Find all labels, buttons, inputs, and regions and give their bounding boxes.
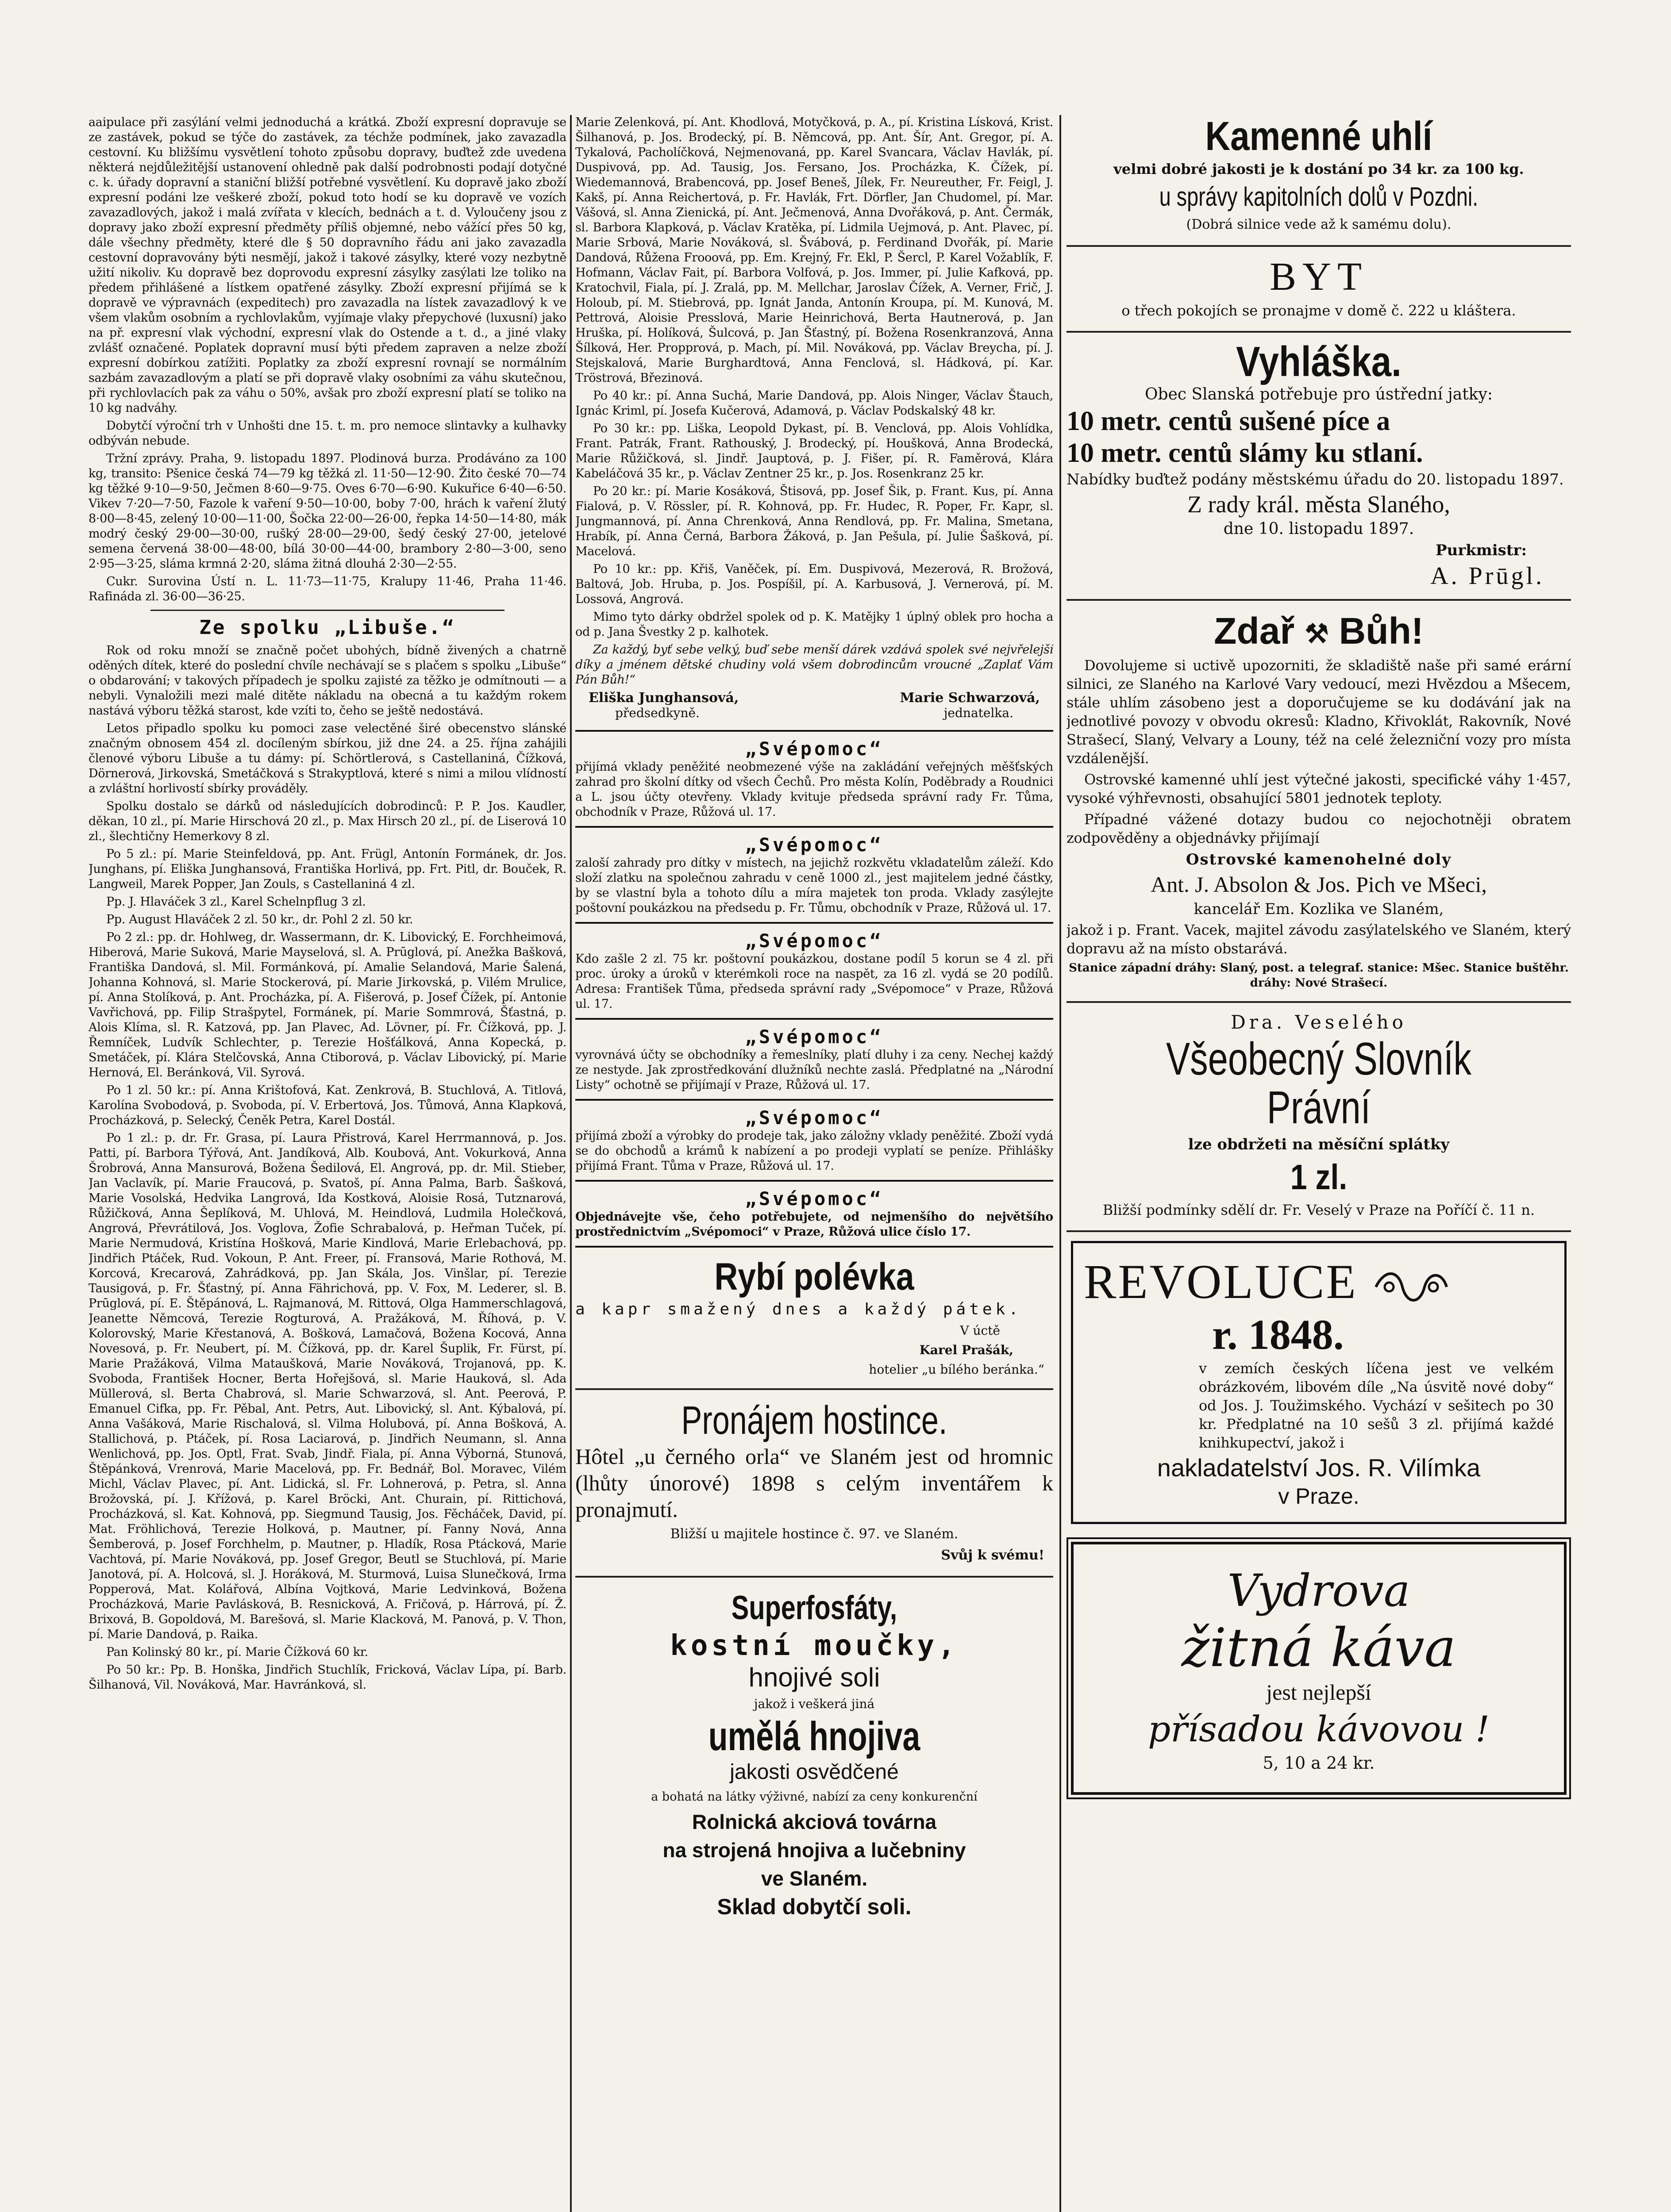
signature-roles [575,706,1053,724]
libuse-para-1: Rok od roku množí se značně počet ubohých, bídně živených a chatrně oděných dítek, které do poslední chvíle nechávají se s plačem s spolku „Libuše“ o obdarování; v takových případech je spolku zajisté za těžko je odmítnouti — a nebyli. Vynaložili mezi malé ditěte nákladu na obecná a tu každým rokem nastává výboru těžká starost, kde vzíti to, čeho se ještě nedostává. [89,644,566,718]
ad-mining-stanice: Stanice západní dráhy: Slaný, post. a telegraf. stanice: Mšec. Stanice buštěhr. dráhy: Nové Strašecí. [1069,961,1569,990]
ad-tavern-title: Pronájem hostince. [681,1398,947,1443]
ad-announce-rada: Z rady král. města Slaného, [1187,491,1450,518]
ad-mining [1067,601,1571,1003]
ad-fish-sign2: Karel Prašák, [919,1343,1013,1357]
ad-coal-big: u správy kapitolních dolů v Pozdni. [1159,182,1478,211]
donors-30kr: Po 30 kr.: pp. Liška, Leopold Dykast, pí. B. Venclová, pp. Alois Vohlídka, Frant. Patrák, Frant. Rathouský, J. Brodecký, pí. Houšková, Anna Brodecká, Marie Růžičková, sl. Jindř. Jauptová, p. J. Fišer, pí. R. Faměrová, Klára Kabeláčová 35 kr., p. Václav Zentner 25 kr., p. Jos. Rosenkranz 25 kr. [575,422,1053,480]
ad-fert-rolnicka1: Rolnická akciová továrna [692,1810,937,1833]
ornament-icon [1371,1267,1451,1307]
ad-announce-title: Vyhláška. [1236,338,1401,385]
donors-20kr: Po 20 kr.: pí. Marie Kosáková, Štisová, pp. Josef Šik, p. Frant. Kus, pí. Anna Fialová, p. V. Rössler, pí. R. Kohnová, pp. Fr. Hudec, R. Poper, Fr. Kapr, sl. Jungmannová, pí. Anna Chrenková, Anna Rendlová, pp. Fr. Malina, Smetana, Hrabík, pí. Anna Černá, Barbora Žáková, p. Jan Pešula, pí. Julie Šašková, pí. Macelová. [575,484,1053,558]
svepomoc-item-5: přijímá zboží a výrobky do prodeje tak, jako záložny vklady peněžité. Zboží vydá se do obchodů a krámů k nabízení a po prodeji vyplatí se peníze. Přihlášky přijímá Frant. Tůma v Praze, Růžová ul. 17. [575,1129,1053,1173]
ad-announce-item2: 10 metr. centů slámy ku stlaní. [1067,438,1423,468]
donors-10kr: Po 10 kr.: pp. Křiš, Vaněček, pí. Em. Duspivová, Mezerová, R. Brožová, Baltová, Job. Hruba, p. Jos. Pospíšil, pí. A. Karbusová, J. Vernerová, pí. M. Lossová, Angrová. [575,562,1053,606]
ad-fish-sign1: V úctě [960,1323,1000,1338]
separator [575,730,1053,732]
signature-left-role: předsedkyně. [615,706,700,720]
svepomoc-item-4: vyrovnává účty se obchodníky a řemeslníky, platí dluhy i za ceny. Nechej každý ze nestyde. Jak zprostředkování dlužníků nechte zaslá. Předplatné na „Národní Listy“ ochotně se přijímají v Praze, Růžová ul. 17. [575,1048,1053,1092]
libuse-para-3: Spolku dostalo se dárků od následujících dobrodinců: P. P. Jos. Kaudler, děkan, 10 zl., pí. Marie Hirschová 20 zl., p. Max Hirsch 20 zl., pí. de Liserová 10 zl., šlechtičny Hemerkovy 8 zl. [89,799,566,843]
libuse-para-9: Po 1 zl.: p. dr. Fr. Grasa, pí. Laura Přistrová, Karel Herrmannová, p. Jos. Patti, pí. Barbora Týřová, Ant. Jandíková, Alb. Koubová, Ant. Vokurková, Anna Šrobrová, Anna Mansurová, Božena Šedilová, El. Angrová, pp. dr. Mil. Stieber, Jan Vaclavík, pí. Marie Fraucová, p. Svatoš, pí. Anna Palma, Barb. Šašková, Marie Vosolská, Hedvika Langrová, Ida Kostková, Aloisie Rosá, Tutznarová, Růžičková, Anna Šeplíková, M. Uhlová, M. Heindlová, Ludmila Holečková, Angrová, Převrátilová, Jos. Voglova, Žofie Schrabalová, p. Heřman Tuček, pí. Marie Nermudová, Kristína Hošková, Marie Kindlová, Marie Erlebachová, pp. Jindřich Ptáček, Rud. Vokoun, P. Ant. Freer, pí. Fransová, Marie Rothová, M. Korcová, Krecarová, Zahrádková, pp. Jan Skála, Jos. Vinšlar, pí. Terezie Tausigová, p. Fr. Šťastný, pí. Anna Fährichová, pp. V. Fox, M. Lederer, sl. B. Prūglová, pí. E. Štěpánová, L. Rajmanová, M. Rittová, Olga Hammerschlagová, Jeanette Němcová, Terezie Rogturová, A. Pražáková, M. Říhová, p. V. Kolorovský, Marie Křestanová, A. Bošková, Lamačová, Božena Kocová, Anna Novesová, p. Fr. Neubert, pí. M. Čížková, pp. dr. Karel Šuplik, Fr. Fürst, pí. Marie Pražáková, Vilma Mataušková, Marie Nováková, Trojanová, pp. K. Svoboda, František Hocner, Berta Hořejšová, sl. Marie Hauková, sl. Ada Müllerová, sl. Berta Chabrová, sl. Marie Schwarzová, sl. Ant. Peerová, P. Emanuel Cifka, pp. Fr. Pěbal, Ant. Petrs, Aut. Libovický, sl. Ant. Kýbalová, pí. Anna Vašáková, Marie Rischalová, sl. Vilma Holubová, pí. Anna Bošková, A. Stallichová, p. Ptáček, pí. Rosa Laciarová, p. Jindřich Neumann, sl. Anna Wenlichová, pp. Jos. Optl, Frat. Svab, Jindř. Fiala, pí. Anna Výborná, Stunová, Štěpánková, Vrenrová, Marie Macelová, pp. Fr. Bednář, Bol. Moravec, Vilém Michl, Václav Plavec, pí. Ant. Lidická, sl. Fr. Lohnerová, p. Petra, sl. Anna Brožovská, pí. J. Křížová, p. Karel Bröcki, Ant. Churain, pí. Rittichová, Procházková, sl. Kat. Kohnová, pp. Siegmund Tausig, Jos. Fěcháček, David, pí. Mat. Fröhlichová, Terezie Holková, p. Mautner, pí. Fanny Nová, Anna Šemberová, p. Josef Forchhelm, p. Mautner, p. Hladík, Rosa Ptácková, Marie Vachtová, pí. Marie Nováková, pp. Josef Gregor, Beutl se Stuchlová, pí. Marie Janotová, pí. A. Holcová, sl. J. Horáková, M. Sturmová, Luisa Slunečková, Irma Popperová, Mat. Kolářová, Albína Vojtková, Marie Ledvinková, Božena Procházková, Marie Pavlásková, B. Resnicková, A. Fričová, p. Hárrová, pí. Ž. Brixová, B. Gopoldová, M. Barešová, sl. Marie Klacková, M. Panová, p. V. Thon, pí. Marie Dandová, p. Raika. [89,1131,566,1641]
ad-mining-kancelar: kancelář Em. Kozlika ve Slaném, [1194,900,1444,918]
ad-revolution-box [1071,1241,1567,1524]
signatures [575,690,1053,706]
ad-flat-title: BYT [1270,255,1368,299]
libuse-para-5: Pp. J. Hlaváček 3 zl., Karel Schelnpflug 3 zl. [106,895,366,909]
ad-coffee-title: žitná káva [1181,1617,1456,1679]
ad-tavern-lease [575,1390,1053,1578]
column-2 [575,115,1053,1931]
ad-dict-price: 1 zl. [1290,1157,1348,1197]
libuse-para-11: Po 50 kr.: Pp. B. Honška, Jindřich Stuchlík, Fricková, Václav Lípa, pí. Barb. Šilhanová, Vil. Nováková, Mar. Havránková, sl. [89,1663,566,1692]
ad-fert-jakoz: jakož i veškerá jiná [754,1697,875,1711]
ad-coal-text: velmi dobré jakosti je k dostání po 34 kr. za 100 kg. [1113,161,1524,177]
separator [575,922,1053,924]
ad-tavern-slogan: Svůj k svému! [941,1548,1044,1563]
libuse-para-10: Pan Kolinský 80 kr., pí. Marie Čížková 60 kr. [106,1645,368,1659]
donors-clothes: Mimo tyto dárky obdržel spolek od p. K. Matějky 1 úplný oblek pro hocha a od p. Jana Švestky 2 p. kalhotek. [575,610,1053,639]
ad-coal [1067,115,1571,247]
ad-mining-doly: Ostrovské kamenohelné doly [1186,850,1452,868]
svepomoc-heading-4: „Svépomoc“ [745,1026,884,1048]
ad-fert-umela: umělá hnojiva [708,1714,920,1759]
column-rule-2 [1059,115,1061,2212]
section-heading-libuse: Ze spolku „Libuše.“ [199,616,456,639]
ad-fert-sklad: Sklad dobytčí soli. [717,1894,912,1919]
column-3 [1067,115,1571,1804]
ad-fert-jakosti: jakosti osvědčené [730,1760,899,1784]
ad-announce-name: A. Prūgl. [1430,562,1544,590]
ad-mining-zdar: Zdař [1214,610,1295,652]
ad-dict-title: Všeobecný Slovník Právní [1166,1033,1471,1133]
ad-rev-text: v zemích českých líčena jest ve velkém obrázkovém, libovém díle „Na úsvitě nové doby“ od Jos. J. Toužimského. Vychází v sešitech po 30 kr. Předplatné na 10 sešů 3 zl. přijímá každé knihkupectví, jakož i [1199,1359,1554,1451]
separator [575,1018,1053,1020]
ad-law-dictionary [1067,1003,1571,1232]
ad-fertilizer [575,1578,1053,1931]
signature-left-name: Eliška Junghansová, [589,690,739,706]
signature-right-name: Marie Schwarzová, [900,690,1040,706]
svepomoc-heading-2: „Svépomoc“ [745,834,884,856]
ad-mining-text3: Případné vážené dotazy budou co nejochotněji obratem zodpověděny a objednávky přijímají [1067,810,1571,846]
ad-tavern-text: Hôtel „u černého orla“ ve Slaném jest od hromnic (lhůty únorové) 1898 s celým inventářem k pronajmutí. [575,1444,1053,1522]
ad-announce-role: Purkmistr: [1436,541,1527,559]
ad-rev-title-row [1084,1254,1554,1310]
libuse-para-4: Po 5 zl.: pí. Marie Steinfeldová, pp. Ant. Frügl, Antonín Formánek, dr. Jos. Junghans, pí. Eliška Junghansová, Františka Horlivá, pp. Frt. Pitl, dr. Bouček, R. Langweil, Marek Popper, Jan Zouls, s Castellaniná 4 zl. [89,847,566,891]
article-market-prices: Tržní zprávy. Praha, 9. listopadu 1897. Plodinová burza. Prodáváno za 100 kg, transito: Pšenice česká 74—79 kg těžká zl. 11·50—12·90. Žito české 70—74 kg těžké 9·10—9·50, Ječmen 8·60—9·75. Oves 6·70—6·90. Kukuřice 6·40—6·50. Vikev 7·20—7·50, Fazole k vaření 9·50—10·00, boby 7·00, hrách k vaření žlutý 8·00—8·45, zelený 10·00—11·00, Šočka 22·00—26·00, řepka 14·50—14·80, mák modrý český 29·00—30·00, rušký 28·00—29·00, šedý český 27·00, jetelové semena červená 38·00—48·00, bílá 30·00—44·00, brambory 2·80—3·00, seno 2·95—3·25, sláma krmná 2·20, sláma žitná dlouhá 2·30—2·55. [89,452,566,571]
article-sugar-prices: Cukr. Surovina Ústí n. L. 11·73—11·75, Kralupy 11·46, Praha 11·46. Rafináda zl. 36·00—36·25. [89,575,566,603]
signature-right-role: jednatelka. [943,706,1013,720]
ad-rev-title: REVOLUCE [1084,1254,1358,1309]
ad-dict-author: Dra. Veselého [1231,1011,1407,1033]
separator [575,826,1053,828]
ad-coffee-line1: jest nejlepší [1266,1679,1371,1705]
ad-announce-nabidky: Nabídky buďtež podány městskému úřadu do 20. listopadu 1897. [1067,471,1564,488]
article-market-notice: Dobytčí výroční trh v Unhošti dne 15. t. m. pro nemoce slintavky a kulhavky odbýván nebude. [89,419,566,448]
libuse-para-6: Pp. August Hlaváček 2 zl. 50 kr., dr. Pohl 2 zl. 50 kr. [106,913,413,926]
article-express: aaipulace při zasýlání velmi jednoduchá a krátká. Zboží expresní dopravuje se ze zastávek, pokud se týče do zastávek, za téchže podmínek, jako zavazadla cestovní. Ku bližšímu vysvětlení tohoto způsobu dopravy, buďtež zde uvedena některá nejdůležitější ustanovení ohledně pak další podrobnosti podají dotyčné c. k. úřady dopravní a staniční bližší potřebné vysvětlení. Ku dopravě jako zboží expresní podáni lze veškeré zboží, pokud toto hodí se ku dopravě ve vozích zavazadlových, jakož i malá zvířata v klecích, bednách a t. d. Vyloučeny jsou z dopravy jako zboží expresní předměty příliš objemné, nebo vážící přes 50 kg, dále všechny předměty, které dle § 50 dopravního řádu ani jako zavazadla cestovní dopravovány býti nesmějí, jakož i takové zásylky, které vozy nezbytně užití nikoliv. Ku dopravě bez doprovodu expresní zásylky zasýlati lze toliko na předem přihlášené a lístkem opatřené zásylky. Zboží expresní přijímá se k dopravě ve výpravnách (expeditech) pro zavazadla na lístek zavazadlový k ve všem vlakům osobním a rychlovlakům, vyjímaje vlaky přepychové (luxusní) jako na př. expresní vlak východní, expresní vlak do Ostende a t. d., a jiné vlaky zvlášť označené. Poplatek dopravní musí býti předem zapraven a nelze zboží expresní dobírkou zatížiti. Poplatky za zboží expresní rovnají se normálním sazbám zavazadlovým a platí se při dopravě vlaky osobními za váhu skutečnou, při rychlovlacích pak za váhu o 50%, avšak pro zboží expresní platí se toliko na 10 kg nadváhy. [89,115,566,415]
separator [575,1246,1053,1248]
svepomoc-heading-3: „Svépomoc“ [745,930,884,952]
ad-announcement [1067,333,1571,601]
ad-mining-text: Dovolujeme si uctivě upozorniti, že skladiště naše při samé erární silnici, ze Slaného na Karlové Vary vedoucí, mezi Hvězdou a Mšecem, stále uhlím zásobeno jest a doporučujeme se ku dodávání jak na jednotlivé povozy v obvodu okresů: Kladno, Křivoklát, Rakovník, Nové Strašecí, Slaný, Velvary a Louny, též na celé železniční vozy pro místa vzdálenější. [1067,657,1571,767]
ad-fert-superfosfaty: Superfosfáty, [731,1589,897,1627]
donors-40kr: Po 40 kr.: pí. Anna Suchá, Marie Dandová, pp. Alois Ninger, Václav Štauch, Ignác Kriml, pí. Josefa Kučerová, Adamová, p. Václav Podskalský 48 kr. [575,389,1053,418]
ad-fert-hnojive: hnojivé soli [748,1663,880,1692]
ad-fish-title: Rybí polévka [714,1256,914,1298]
ad-coffee-brand: Vydrova [1227,1564,1410,1617]
ad-rev-year: r. 1848. [1212,1310,1344,1358]
ad-mining-title [1067,609,1571,656]
libuse-para-2: Letos připadlo spolku ku pomoci zase velectěné širé obecenstvo slánské značným obnosem 454 zl. docíleným sbírkou, již dne 24. a 25. října zahájili členové výboru Libuše a tu dámy: pí. Schörtlerová, s Castellaniná, Čížková, Dörnerová, Jirkovská, Smetáčková s Strakyptlová, které s nimi a milou vlídností a zvláštní horlivostí sbírky prováděly. [89,722,566,795]
ad-coal-title: Kamenné uhlí [1205,115,1432,159]
divider [150,610,504,611]
ad-mining-firm: Ant. J. Absolon & Jos. Pich ve Mšeci, [1151,872,1487,897]
ad-mining-buh: Bůh! [1339,610,1424,652]
svepomoc-item-1: přijímá vklady peněžité neobmezené výše na zakládání veřejných měšťských zahrad pro školní dítky od všech Čechů. Pro města Kolín, Poděbrady a Roudnici a L. jsou účty otevřeny. Vklady kvituje předseda správní rady Fr. Tůma, obchodník v Praze, Růžová ul. 17. [575,760,1053,819]
ad-announce-date: dne 10. listopadu 1897. [1223,520,1414,538]
thanks-note: Za každý, byť sebe velký, buď sebe menší dárek vzdává spolek své nejvřelejší díky a jménem dětské chudiny volá všem dobrodincům vroucné „Zaplať Vám Pán Bůh!“ [575,643,1053,687]
ad-flat [1067,247,1571,333]
svepomoc-heading-1: „Svépomoc“ [745,738,884,760]
ad-fert-kostni: kostní moučky, [670,1629,959,1662]
ad-rev-publisher: nakladatelství Jos. R. Vilímka [1157,1453,1481,1482]
ad-coffee-price: 5, 10 a 24 kr. [1263,1753,1375,1773]
ad-mining-vacek: jakož i p. Frant. Vacek, majitel závodu zasýlatelského ve Slaném, který dopravu až na místo obstarává. [1067,921,1571,957]
separator [575,1180,1053,1182]
libuse-para-8: Po 1 zl. 50 kr.: pí. Anna Krištofová, Kat. Zenkrová, B. Stuchlová, A. Titlová, Karolína Svobodová, p. Svoboda, pí. V. Erbertová, Jos. Tůmová, Anna Klapková, Procházková, p. Selecký, Čeněk Petra, Karel Dostál. [89,1083,566,1127]
ad-mining-text2: Ostrovské kamenné uhlí jest výtečné jakosti, specifické váhy 1·457, vysoké výhřevnosti, obsahující 5801 jednotek teploty. [1067,771,1571,806]
ad-coffee-box [1071,1542,1567,1795]
donors-continued: Marie Zelenková, pí. Ant. Khodlová, Motyčková, p. A., pí. Kristina Lísková, Krist. Šilhanová, p. Jos. Brodecký, pí. B. Němcová, pp. Ant. Šír, Ant. Gregor, pí. A. Tykalová, Pacholíčková, Nejmenovaná, pp. Karel Svancara, Václav Havlák, pí. Duspivová, pp. Ad. Tausig, Jos. Fersano, Jos. Procházka, K. Čížek, pí. Wiedemannová, Brabencová, pp. Josef Beneš, Jílek, Fr. Neureuther, Fr. Feigl, J. Kakš, pí. Anna Reichertová, p. Fr. Havlák, Frt. Dörfler, Jan Chudomel, pí. Mar. Vášová, sl. Anna Zienická, pí. Ant. Ječmenová, Anna Dvořáková, p. Ant. Čermák, sl. Barbora Klapková, p. Václav Kratěka, pí. Lidmila Uejmová, p. Ant. Plavec, pí. Marie Srbová, Marie Nováková, sl. Švábová, p. Ferdinand Dvořák, pí. Marie Dandová, Růžena Frooová, pp. Em. Krejný, Fr. Ekl, P. Šercl, P. Karel Vožablík, F. Hofmann, Václav Fait, pí. Barbora Volfová, p. Jos. Immer, pí. Julie Kafková, pp. Kratochvil, Fiala, pí. J. Zralá, pp. M. Mellchar, Jaroslav Čížek, A. Verner, Frič, J. Holoub, pí. M. Stiebrová, pp. Ignát Janda, Antonín Kroupa, pí. M. Kunová, M. Pettrová, Aloisie Presslová, Marie Heinrichová, Berta Hautnerová, p. Jan Hruška, pí. Holíková, Šulcová, p. Jan Šťastný, pí. Božena Rosenkranzová, Anna Šílková, Her. Propprová, p. Mach, pí. Mil. Nováková, pp. Václav Breycha, pí. J. Stejskalová, Marie Burghardtová, Anna Fenclová, sl. Hádková, pí. Kar. Tröstrová, Březinová. [575,115,1053,385]
ad-fish-sign3: hotelier „u bílého beránka.“ [869,1362,1044,1377]
ad-fish-sub: a kapr smažený dnes a každý pátek. [575,1300,1022,1318]
ad-fert-rolnicka3: ve Slaném. [761,1867,868,1890]
svepomoc-item-6: Objednávejte vše, čeho potřebujete, od nejmenšího do největšího prostřednictvím „Svépomoci“ v Praze, Růžová ulice číslo 17. [575,1210,1053,1239]
svepomoc-heading-5: „Svépomoc“ [745,1107,884,1129]
ad-coal-note: (Dobrá silnice vede až k samému dolu). [1186,217,1452,232]
ad-flat-text: o třech pokojích se pronajme v domě č. 222 u kláštera. [1121,302,1516,319]
svepomoc-item-3: Kdo zašle 2 zl. 75 kr. poštovní poukázkou, dostane podíl 5 korun se 4 zl. při proc. úroky a úroků v kterémkoli roce na naspět, za 16 zl. vydá se 20 podílů. Adresa: František Tůma, předseda správní rady „Svépomoce“ v Praze, Růžová ul. 17. [575,952,1053,1011]
ad-announce-item1: 10 metr. centů sušené píce a [1067,406,1390,436]
ad-fert-rolnicka2: na strojená hnojiva a lučebniny [662,1839,966,1862]
svepomoc-heading-6: „Svépomoc“ [745,1188,884,1210]
ad-fert-bohata: a bohatá na látky výživné, nabízí za ceny konkurenční [651,1790,978,1804]
column-1 [89,115,566,1695]
ad-dict-sub: lze obdržeti na měsíční splátky [1188,1135,1450,1153]
ad-fish-soup [575,1254,1053,1390]
ad-dict-info: Bližší podmínky sdělí dr. Fr. Veselý v Praze na Poříčí č. 11 n. [1102,1201,1535,1218]
ad-rev-city: v Praze. [1278,1483,1359,1509]
crossed-hammers-icon: ⚒ [1305,618,1329,649]
ad-coffee-line2: přísadou kávovou ! [1147,1708,1490,1750]
separator [575,1099,1053,1101]
svepomoc-item-2: zaloší zahrady pro dítky v místech, na jejichž rozkvětu vkladatelům záleží. Kdo složí zlatku na společnou zahradu v ceně 1000 zl., jest majitelem jedné částky, by se vlastní byla a tohoto dílu a míra majetek ton proda. Vklady zasýlejte poštovní poukázkou na předsedu p. Fr. Tůmu, obchodník v Praze, Růžová ul. 17. [575,856,1053,915]
column-rule-1 [570,115,572,2212]
libuse-para-7: Po 2 zl.: pp. dr. Hohlweg, dr. Wassermann, dr. K. Libovický, E. Forchheimová, Hiberová, Marie Suková, Marie Mayselová, sl. A. Prūglová, pí. Anežka Bašková, Františka Dandová, sl. Mil. Formánková, pí. Amalie Selandová, Marie Šalená, Johanna Kohnová, sl. Marie Stockerová, pí. Marie Jirkovská, p. Vilém Mrulice, pí. Anna Stolíková, p. Ant. Procházka, pí. A. Fišerová, p. Josef Čížek, pí. Antonie Vavřichová, pp. Filip Strašpytel, Formánek, pí. Marie Sommrová, Šťastná, p. Alois Klíma, sl. R. Katzová, pp. Jan Plavec, Ad. Lövner, pí. Fr. Čížková, pp. J. Řemníček, Ludvík Schlechter, p. Terezie Hošťálková, Anna Kopecká, p. Smetáček, pí. Klára Stelčovská, Anna Ctiborová, p. Václav Libovický, pí. Marie Hernová, El. Beránková, Vil. Syrová. [89,930,566,1079]
ad-announce-text: Obec Slanská potřebuje pro ústřední jatky: [1145,385,1493,403]
ad-tavern-info: Bližší u majitele hostince č. 97. ve Slaném. [670,1526,959,1542]
